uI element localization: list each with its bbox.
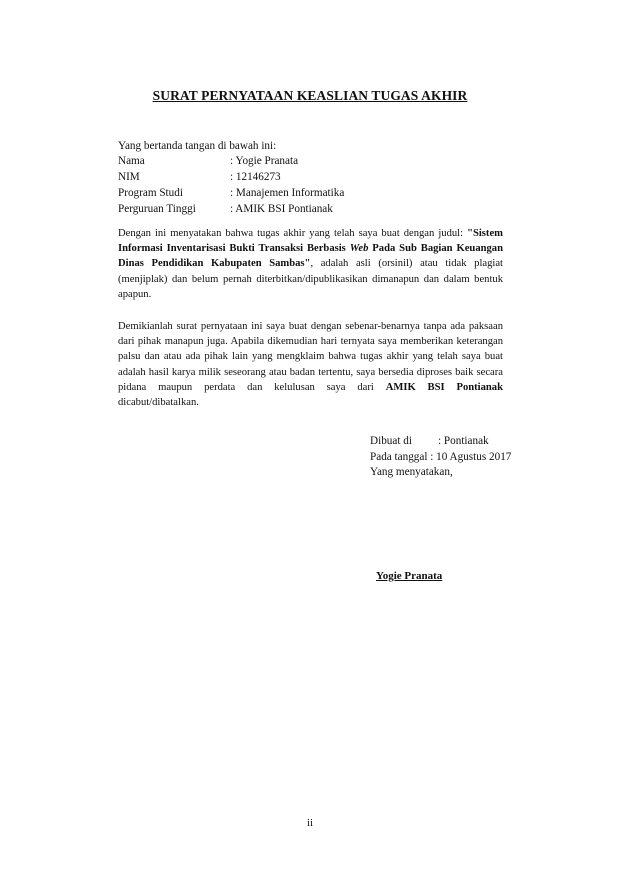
signer-name: Yogie Pranata bbox=[376, 570, 443, 582]
identity-label: NIM bbox=[118, 171, 140, 183]
identity-value: : Yogie Pranata bbox=[230, 155, 299, 167]
declaration-text: Demikianlah surat pernyataan ini saya buat dengan sebenar-benarnya tanpa ada paksaan dari pihak manapun juga. Apabila dikemudian hari ternyata saya memberikan keterangan palsu dan atau ada pihak lain yang mengklaim bahwa tugas akhir yang telah saya buat adalah hasil karya milik seseorang atau badan tertentu, saya bersedia diproses baik secara pidana maupun perdata dan kelulusan saya dari bbox=[118, 321, 503, 393]
intro-text: Yang bertanda tangan di bawah ini: bbox=[118, 140, 277, 152]
identity-value: : AMIK BSI Pontianak bbox=[230, 203, 333, 215]
identity-value: : Manajemen Informatika bbox=[230, 187, 345, 199]
document-title: SURAT PERNYATAAN KEASLIAN TUGAS AKHIR bbox=[152, 88, 468, 103]
closing-text: Yang menyatakan, bbox=[370, 466, 453, 478]
identity-label: Program Studi bbox=[118, 187, 183, 199]
institution-name: AMIK BSI Pontianak bbox=[385, 381, 503, 393]
thesis-title-part: "Sistem Informasi Inventarisasi Bukti Transaksi Berbasis bbox=[118, 228, 503, 255]
thesis-title-web: Web bbox=[349, 243, 369, 255]
statement-text: , adalah asli (orsinil) atau tidak plagiat (menjiplak) dan belum pernah diterbitkan/dipublikasikan dimanapun dan dalam bentuk apapun. bbox=[118, 258, 503, 300]
statement-paragraph bbox=[118, 226, 503, 302]
page-number: ii bbox=[306, 817, 314, 829]
identity-label: Perguruan Tinggi bbox=[118, 203, 196, 215]
identity-row-institution bbox=[118, 201, 344, 217]
identity-table bbox=[118, 153, 344, 217]
place-value: : Pontianak bbox=[438, 435, 489, 447]
identity-label: Nama bbox=[118, 155, 145, 167]
place-label: Dibuat di bbox=[370, 435, 412, 447]
identity-row-nim bbox=[118, 169, 344, 185]
place-row bbox=[370, 434, 511, 450]
date-row: Pada tanggal : 10 Agustus 2017 bbox=[370, 450, 512, 463]
identity-row-name bbox=[118, 153, 344, 169]
thesis-title-part: Pada Sub Bagian Keuangan Dinas Pendidikan Kabupaten Sambas" bbox=[118, 243, 503, 270]
signature-block bbox=[370, 434, 511, 481]
declaration-text: dicabut/dibatalkan. bbox=[118, 397, 199, 409]
statement-text: Dengan ini menyatakan bahwa tugas akhir yang telah saya buat dengan judul: bbox=[118, 228, 468, 239]
identity-value: : 12146273 bbox=[230, 171, 281, 183]
identity-row-program bbox=[118, 185, 344, 201]
declaration-paragraph bbox=[118, 319, 503, 410]
